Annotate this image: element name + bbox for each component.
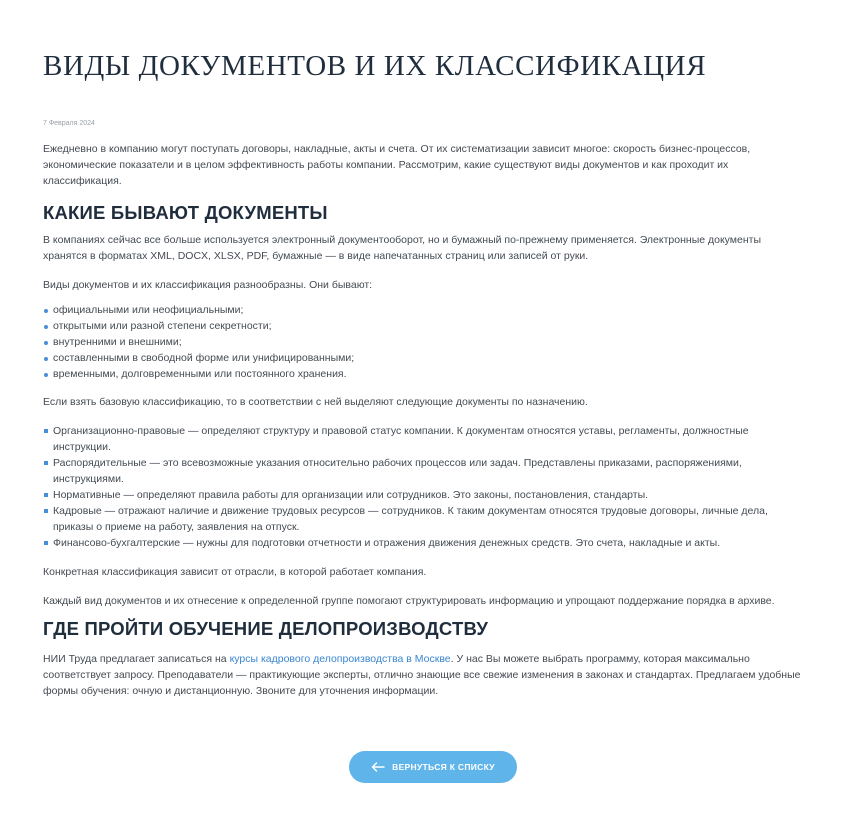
arrow-left-icon [371,762,385,772]
bullet-dot-icon [44,309,48,313]
list-item-text: Организационно-правовые — определяют структуру и правовой статус компании. К документам относятся уставы, регламенты, должностные инструкции. [53,425,749,453]
paragraph-archive: Каждый вид документов и их отнесение к определенной группе помогают структурировать информацию и упрощают поддержание порядка в архиве. [43,595,775,607]
list-item-text: составленными в свободной форме или унифицированными; [53,352,355,364]
list-item [43,366,805,382]
list-item-text: Финансово-бухгалтерские — нужны для подготовки отчетности и отражения движения денежных средств. Это счета, накладные и акты. [53,537,721,549]
page-title: ВИДЫ ДОКУМЕНТОВ И ИХ КЛАССИФИКАЦИЯ [43,50,707,82]
publish-date: 7 Февраля 2024 [43,120,95,127]
document-purposes-list [43,423,805,551]
training-text-end: . У нас Вы можете выбрать программу, которая максимально соответствует запросу. Преподаватели — практикующие эксперты, отлично знающие все свежие изменения в законах и стандартах. Предлагаем удобные формы обучения: очную и дистанционную. Звоните для уточнения информации. [43,653,801,697]
bullet-dot-icon [44,325,48,329]
list-item-text: внутренними и внешними; [53,336,182,348]
training-text-start: НИИ Труда предлагает записаться на [43,653,230,665]
list-item-text: открытыми или разной степени секретности; [53,320,272,332]
list-item [43,535,805,551]
list-item [43,503,805,535]
paragraph-training [43,651,805,699]
back-to-list-button[interactable] [349,751,517,783]
paragraph-types-intro: Виды документов и их классификация разнообразны. Они бывают: [43,279,373,291]
article-body [43,141,805,712]
section-heading-document-types: КАКИЕ БЫВАЮТ ДОКУМЕНТЫ [43,202,328,223]
list-item [43,334,805,350]
bullet-square-icon [44,429,48,433]
list-item [43,423,805,455]
list-item-text: Кадровые — отражают наличие и движение трудовых ресурсов — сотрудников. К таким документам относятся трудовые договоры, личные дела, приказы о приеме на работу, заявления на отпуск. [53,505,768,533]
bullet-square-icon [44,541,48,545]
list-item [43,302,805,318]
list-item-text: Нормативные — определяют правила работы для организации или сотрудников. Это законы, постановления, стандарты. [53,489,649,501]
courses-link[interactable]: курсы кадрового делопроизводства в Москве [229,653,451,665]
list-item [43,318,805,334]
bullet-dot-icon [44,341,48,345]
back-button-label: ВЕРНУТЬСЯ К СПИСКУ [392,762,495,772]
paragraph-classification: Если взять базовую классификацию, то в соответствии с ней выделяют следующие документы по назначению. [43,396,588,408]
paragraph-formats: В компаниях сейчас все больше используется электронный документооборот, но и бумажный по-прежнему применяется. Электронные документы хранятся в форматах XML, DOCX, XLSX, PDF, бумажные — в виде напечатанных страниц или записей от руки. [43,234,762,262]
list-item [43,455,805,487]
bullet-dot-icon [44,373,48,377]
list-item [43,350,805,366]
list-item-text: официальными или неофициальными; [53,304,244,316]
list-item-text: Распорядительные — это всевозможные указания относительно рабочих процессов или задач. Представлены приказами, распоряжениями, инструкциями. [53,457,742,485]
document-types-list [43,302,805,382]
bullet-dot-icon [44,357,48,361]
section-heading-training: ГДЕ ПРОЙТИ ОБУЧЕНИЕ ДЕЛОПРОИЗВОДСТВУ [43,618,489,639]
bullet-square-icon [44,461,48,465]
paragraph-industry: Конкретная классификация зависит от отрасли, в которой работает компания. [43,566,427,578]
list-item [43,487,805,503]
list-item-text: временными, долговременными или постоянного хранения. [53,368,347,380]
intro-paragraph: Ежедневно в компанию могут поступать договоры, накладные, акты и счета. От их систематизации зависит многое: скорость бизнес-процессов, экономические показатели и в целом эффективность работы компании. Рассмотрим, какие существуют виды документов и как проходит их классификация. [43,143,751,187]
bullet-square-icon [44,509,48,513]
bullet-square-icon [44,493,48,497]
